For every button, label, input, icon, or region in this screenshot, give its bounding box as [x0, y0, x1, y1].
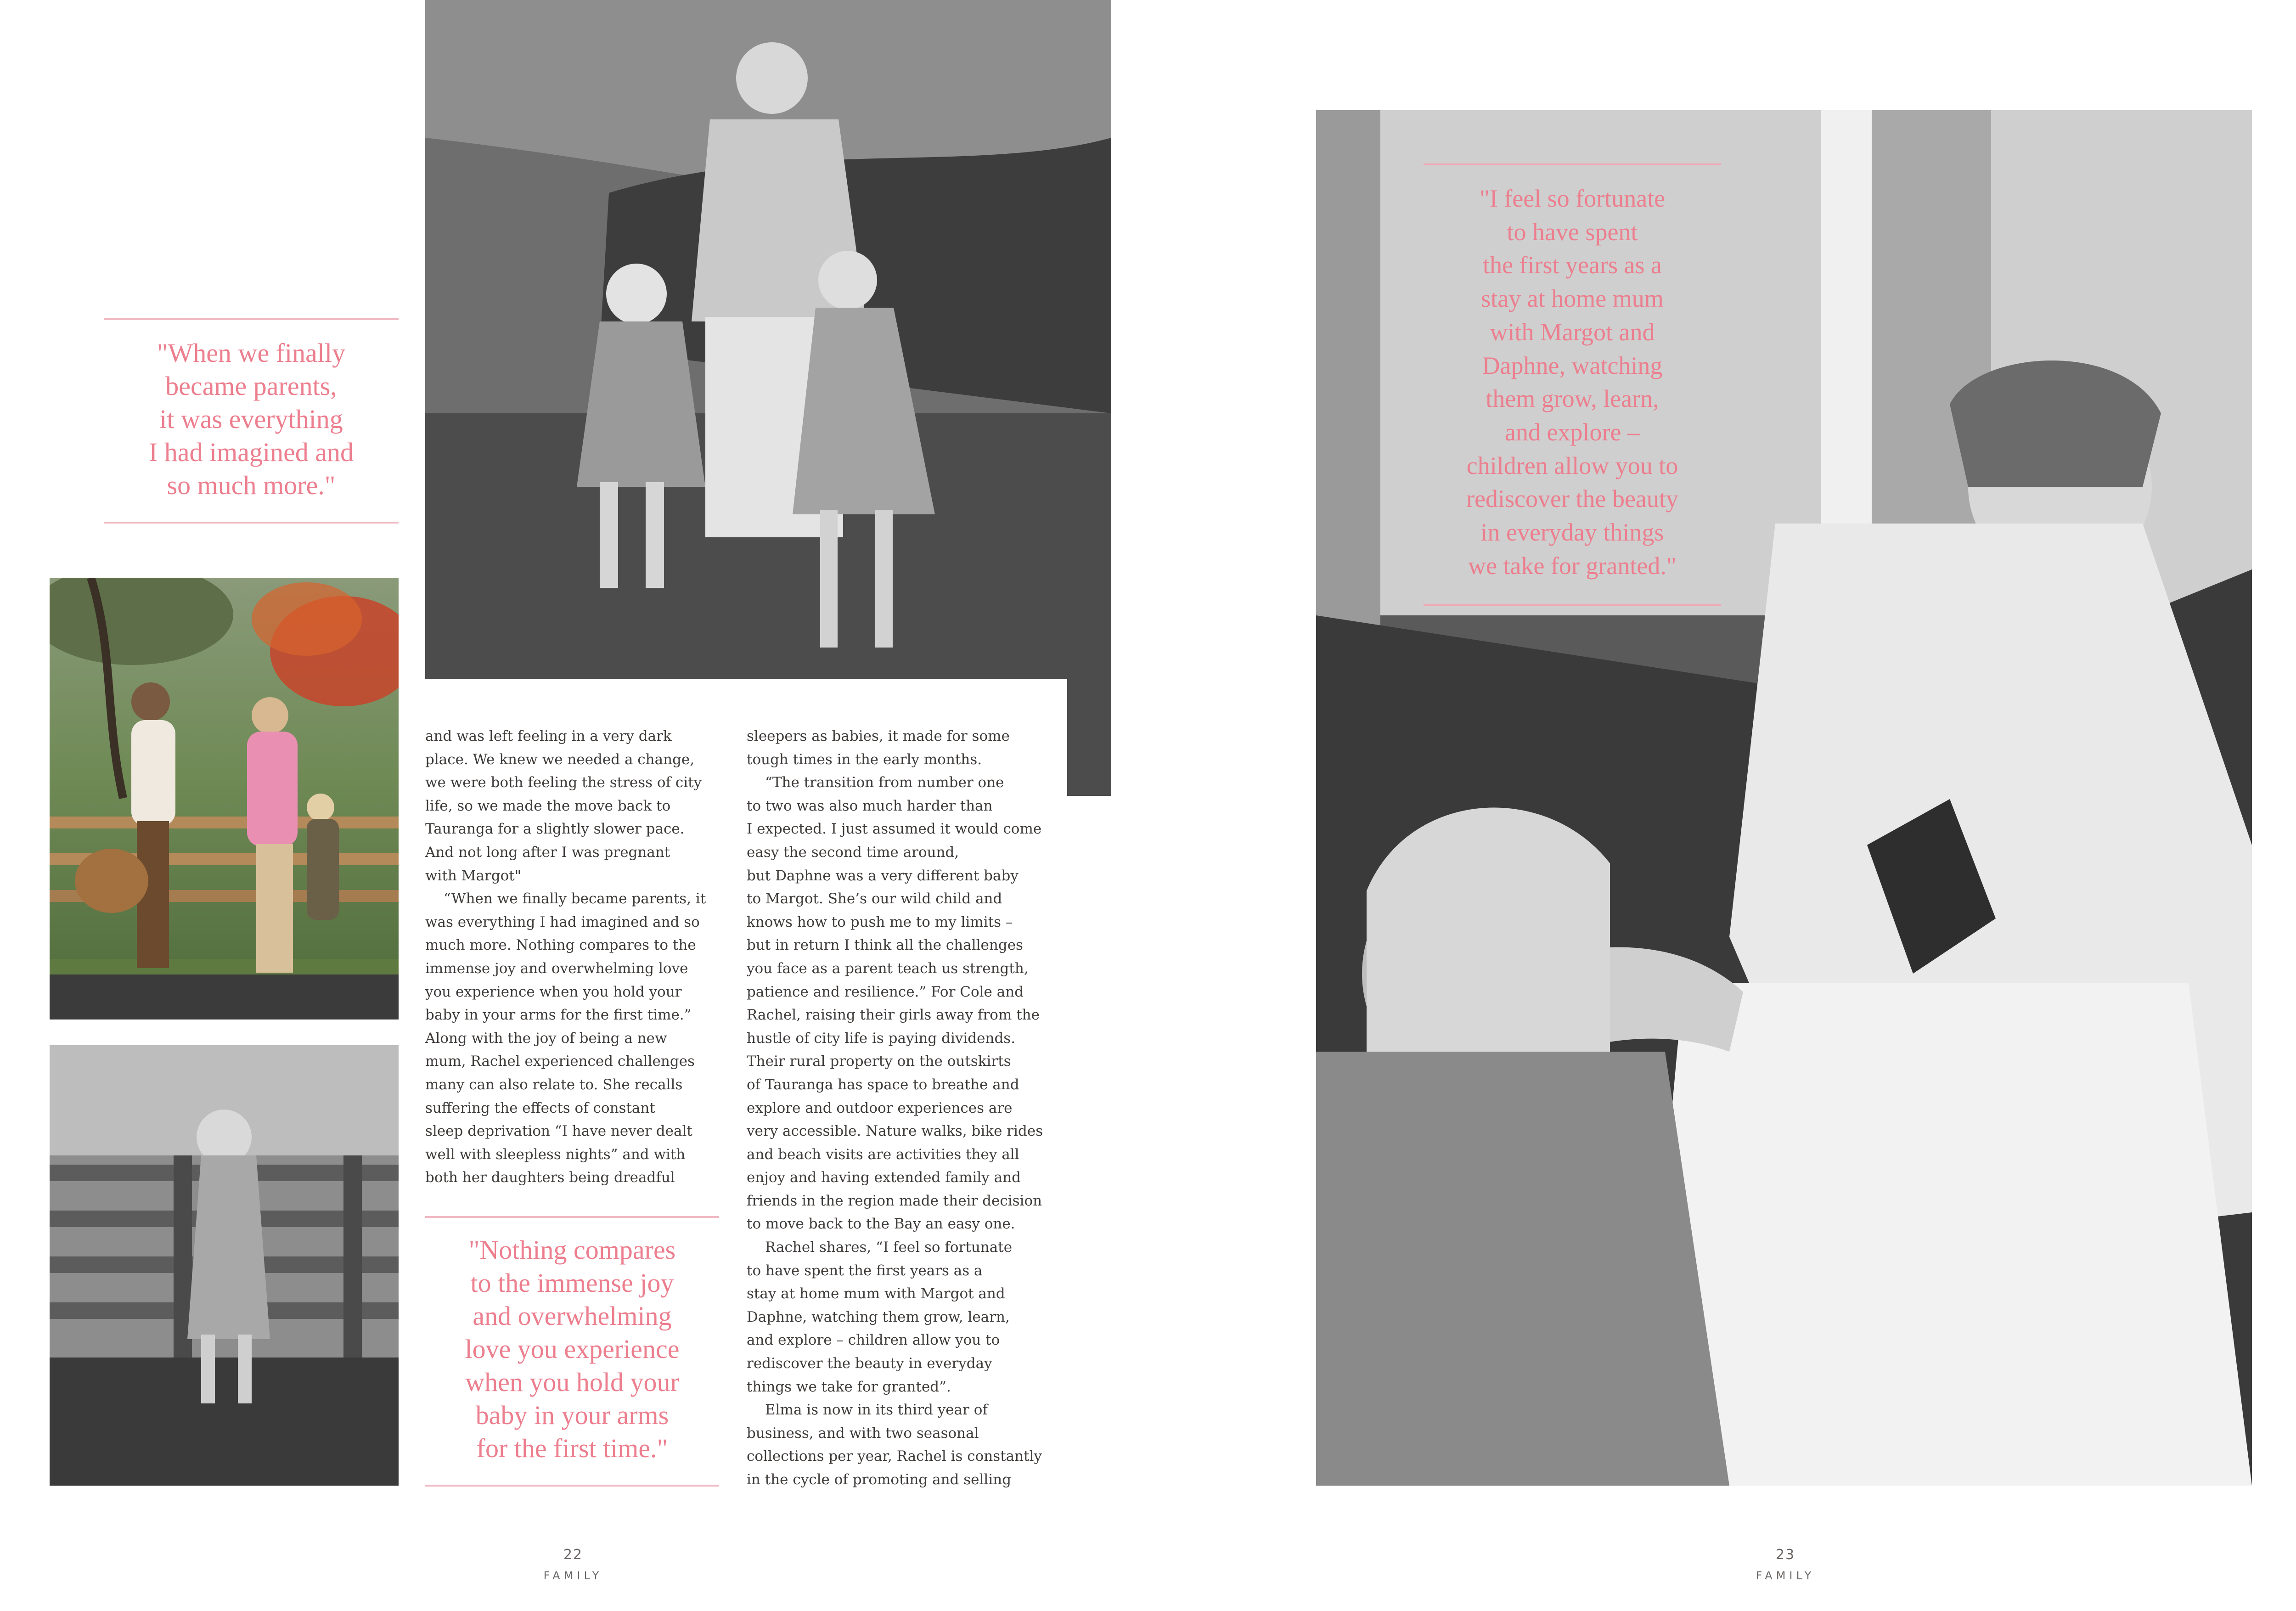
photo-mother-dancing-with-daughters-icon: [425, 0, 1111, 796]
article-line: Rachel shares, “I feel so fortunate: [765, 1239, 1013, 1256]
article-line: and explore – children allow you to: [747, 1332, 1000, 1349]
article-line: in the cycle of promoting and selling: [747, 1471, 1012, 1488]
pull-quote-line: for the first time.": [476, 1433, 668, 1463]
article-line: both her daughters being dreadful: [425, 1169, 675, 1186]
section-label: FAMILY: [543, 1569, 603, 1582]
folio-right: [1739, 1547, 1831, 1582]
pull-quote-line: I had imagined and: [148, 437, 354, 467]
article-line: easy the second time around,: [747, 844, 959, 861]
article-line: “The transition from number one: [765, 774, 1004, 791]
pull-quote-line: to have spent: [1507, 218, 1638, 246]
article-line: much more. Nothing compares to the: [425, 937, 696, 954]
article-line: with Margot": [425, 867, 521, 884]
article-line: friends in the region made their decision: [747, 1192, 1042, 1209]
section-label: FAMILY: [1756, 1569, 1815, 1582]
pull-quote-line: stay at home mum: [1481, 285, 1664, 313]
pull-quote-top-rule-upper: [104, 318, 399, 320]
article-line: rediscover the beauty in everyday: [747, 1355, 992, 1372]
article-line: Rachel, raising their girls away from the: [747, 1007, 1040, 1024]
pull-quote-line: it was everything: [159, 404, 343, 434]
pull-quote-line: in everyday things: [1480, 518, 1664, 546]
article-line: and was left feeling in a very dark: [425, 728, 672, 744]
pull-quote-line: and explore –: [1505, 418, 1640, 446]
article-line: but in return I think all the challenges: [747, 937, 1023, 954]
article-line: I expected. I just assumed it would come: [747, 821, 1042, 838]
pull-quote-line: "Nothing compares: [468, 1235, 676, 1265]
pull-quote-bottom: [425, 1234, 719, 1465]
page-number: 23: [1775, 1547, 1795, 1563]
article-line: you experience when you hold your: [425, 983, 682, 1000]
pull-quote-line: we take for granted.": [1468, 552, 1677, 580]
article-line: knows how to push me to my limits –: [747, 913, 1013, 930]
photo-girl-by-fence: [50, 1045, 399, 1486]
article-line: and beach visits are activities they all: [747, 1146, 1019, 1163]
pull-quote-line: children allow you to: [1466, 451, 1678, 479]
pull-quote-top: [104, 337, 399, 502]
article-line: Daphne, watching them grow, learn,: [747, 1308, 1010, 1325]
pull-quote-right: [1424, 182, 1721, 582]
article-line: we were both feeling the stress of city: [425, 774, 702, 791]
article-line: Along with the joy of being a new: [425, 1030, 667, 1047]
pull-quote-line: rediscover the beauty: [1466, 485, 1678, 513]
pull-quote-right-rule-upper: [1424, 163, 1721, 165]
photo-family-walking-with-basket-icon: [50, 578, 399, 1020]
pull-quote-line: "When we finally: [157, 338, 346, 368]
article-line: life, so we made the move back to: [425, 797, 671, 814]
article-line: baby in your arms for the first time.”: [425, 1007, 692, 1024]
photo-girl-walking-by-fence-icon: [50, 1045, 399, 1486]
article-line: collections per year, Rachel is constantly: [747, 1448, 1042, 1465]
article-line: very accessible. Nature walks, bike rides: [747, 1123, 1043, 1140]
article-line: hustle of city life is paying dividends.: [747, 1030, 1016, 1047]
article-line: sleepers as babies, it made for some: [747, 728, 1010, 744]
article-line: immense joy and overwhelming love: [425, 960, 688, 977]
article-line: but Daphne was a very different baby: [747, 867, 1019, 884]
folio-left: [527, 1547, 619, 1582]
article-line: place. We knew we needed a change,: [425, 751, 695, 768]
pull-quote-line: love you experience: [465, 1334, 680, 1364]
article-line: explore and outdoor experiences are: [747, 1099, 1013, 1116]
article-line: mum, Rachel experienced challenges: [425, 1053, 695, 1070]
article-line: of Tauranga has space to breathe and: [747, 1076, 1019, 1093]
article-line: enjoy and having extended family and: [747, 1169, 1021, 1186]
article-line: you face as a parent teach us strength,: [747, 960, 1029, 977]
pull-quote-line: to the immense joy: [470, 1268, 674, 1298]
photo-family-walking: [50, 578, 399, 1020]
article-line: “When we finally became parents, it: [444, 890, 706, 907]
pull-quote-line: with Margot and: [1490, 318, 1655, 346]
article-line: to Margot. She’s our wild child and: [747, 890, 1002, 907]
pull-quote-line: became parents,: [165, 371, 337, 401]
article-line: business, and with two seasonal: [747, 1425, 979, 1442]
article-line: well with sleepless nights” and with: [425, 1146, 686, 1163]
article-line: things we take for granted”.: [747, 1378, 951, 1395]
article-line: Tauranga for a slightly slower pace.: [425, 821, 685, 838]
article-line: suffering the effects of constant: [425, 1099, 655, 1116]
article-line: Their rural property on the outskirts: [747, 1053, 1011, 1070]
article-column-1: [425, 725, 719, 1189]
pull-quote-line: the first years as a: [1483, 251, 1662, 279]
article-line: patience and resilience.” For Cole and: [747, 983, 1024, 1000]
article-line: many can also relate to. She recalls: [425, 1076, 683, 1093]
pull-quote-bottom-rule-lower: [425, 1485, 719, 1487]
article-line: sleep deprivation “I have never dealt: [425, 1123, 692, 1140]
pull-quote-line: Daphne, watching: [1482, 351, 1663, 379]
article-line: And not long after I was pregnant: [425, 844, 670, 861]
pull-quote-line: so much more.": [167, 470, 336, 500]
article-line: Elma is now in its third year of: [765, 1402, 988, 1419]
article-line: tough times in the early months.: [747, 751, 982, 768]
photo-mother-dancing: [425, 0, 1111, 796]
pull-quote-line: "I feel so fortunate: [1479, 185, 1666, 212]
pull-quote-top-rule-lower: [104, 522, 399, 524]
pull-quote-right-rule-lower: [1424, 604, 1721, 606]
pull-quote-bottom-rule-upper: [425, 1216, 719, 1218]
article-line: stay at home mum with Margot and: [747, 1285, 1005, 1302]
article-column-2: [747, 725, 1068, 1492]
pull-quote-line: baby in your arms: [475, 1400, 669, 1430]
article-line: to two was also much harder than: [747, 797, 993, 814]
page-number: 22: [563, 1547, 583, 1563]
article-line: was everything I had imagined and so: [425, 913, 700, 930]
article-line: to move back to the Bay an easy one.: [747, 1216, 1015, 1233]
article-line: to have spent the first years as a: [747, 1262, 983, 1279]
pull-quote-line: and overwhelming: [473, 1301, 672, 1331]
pull-quote-line: when you hold your: [465, 1367, 679, 1397]
pull-quote-line: them grow, learn,: [1486, 385, 1659, 413]
